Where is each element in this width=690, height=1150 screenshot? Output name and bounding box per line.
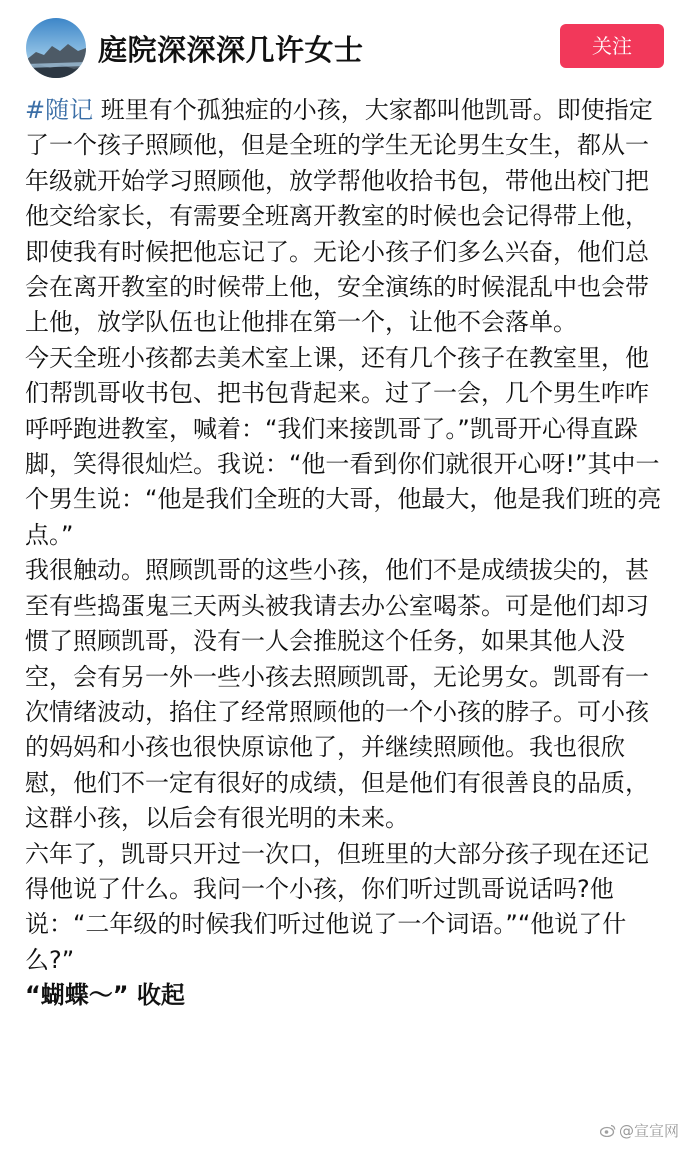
last-quote: “蝴蝶～” (25, 981, 129, 1010)
avatar-landscape-icon (26, 18, 86, 78)
collapse-link[interactable]: 收起 (136, 981, 185, 1010)
avatar[interactable] (26, 18, 86, 78)
hashtag-link[interactable]: #随记 (25, 96, 94, 124)
watermark (600, 1120, 679, 1141)
post-paragraph-1 (25, 93, 670, 341)
follow-button[interactable]: 关注 (560, 24, 664, 68)
post-paragraph-4: 六年了，凯哥只开过一次口，但班里的大部分孩子现在还记得他说了什么。我问一个小孩，你们听过凯哥说话吗?他说：“二年级的时候我们听过他说了一个词语。”“他说了什么?” (25, 839, 649, 974)
weibo-logo-icon (600, 1123, 616, 1141)
watermark-text: @宣宣网 (619, 1122, 680, 1140)
username[interactable]: 庭院深深深几许女士 (98, 33, 364, 67)
post-header (0, 0, 690, 92)
paragraph-text: 班里有个孤独症的小孩，大家都叫他凯哥。即使指定了一个孩子照顾他，但是全班的学生无论男生女生，都从一年级就开始学习照顾他，放学帮他收拾书包，带他出校门把他交给家长，有需要全班离开教室的时候也会记得带上他，即使我有时候把他忘记了。无论小孩子们多么兴奋，他们总会在离开教室的时候带上他，安全演练的时候混乱中也会带上他，放学队伍也让他排在第一个，让他不会落单。 (25, 96, 653, 337)
post-last-line (25, 978, 670, 1013)
post-body (25, 93, 670, 1014)
post-paragraph-2: 今天全班小孩都去美术室上课，还有几个孩子在教室里，他们帮凯哥收书包、把书包背起来。过了一会，几个男生咋咋呼呼跑进教室，喊着：“我们来接凯哥了。”凯哥开心得直跺脚，笑得很灿烂。我说：“他一看到你们就很开心呀!”其中一个男生说：“他是我们全班的大哥，他最大，他是我们班的亮点。” (25, 343, 662, 549)
post-paragraph-3: 我很触动。照顾凯哥的这些小孩，他们不是成绩拔尖的，甚至有些捣蛋鬼三天两头被我请去办公室喝茶。可是他们却习惯了照顾凯哥，没有一人会推脱这个任务，如果其他人没空，会有另一外一些小孩去照顾凯哥，无论男女。凯哥有一次情绪波动，掐住了经常照顾他的一个小孩的脖子。可小孩的妈妈和小孩也很快原谅他了，并继续照顾他。我也很欣慰，他们不一定有很好的成绩，但是他们有很善良的品质，这群小孩，以后会有很光明的未来。 (25, 556, 649, 833)
